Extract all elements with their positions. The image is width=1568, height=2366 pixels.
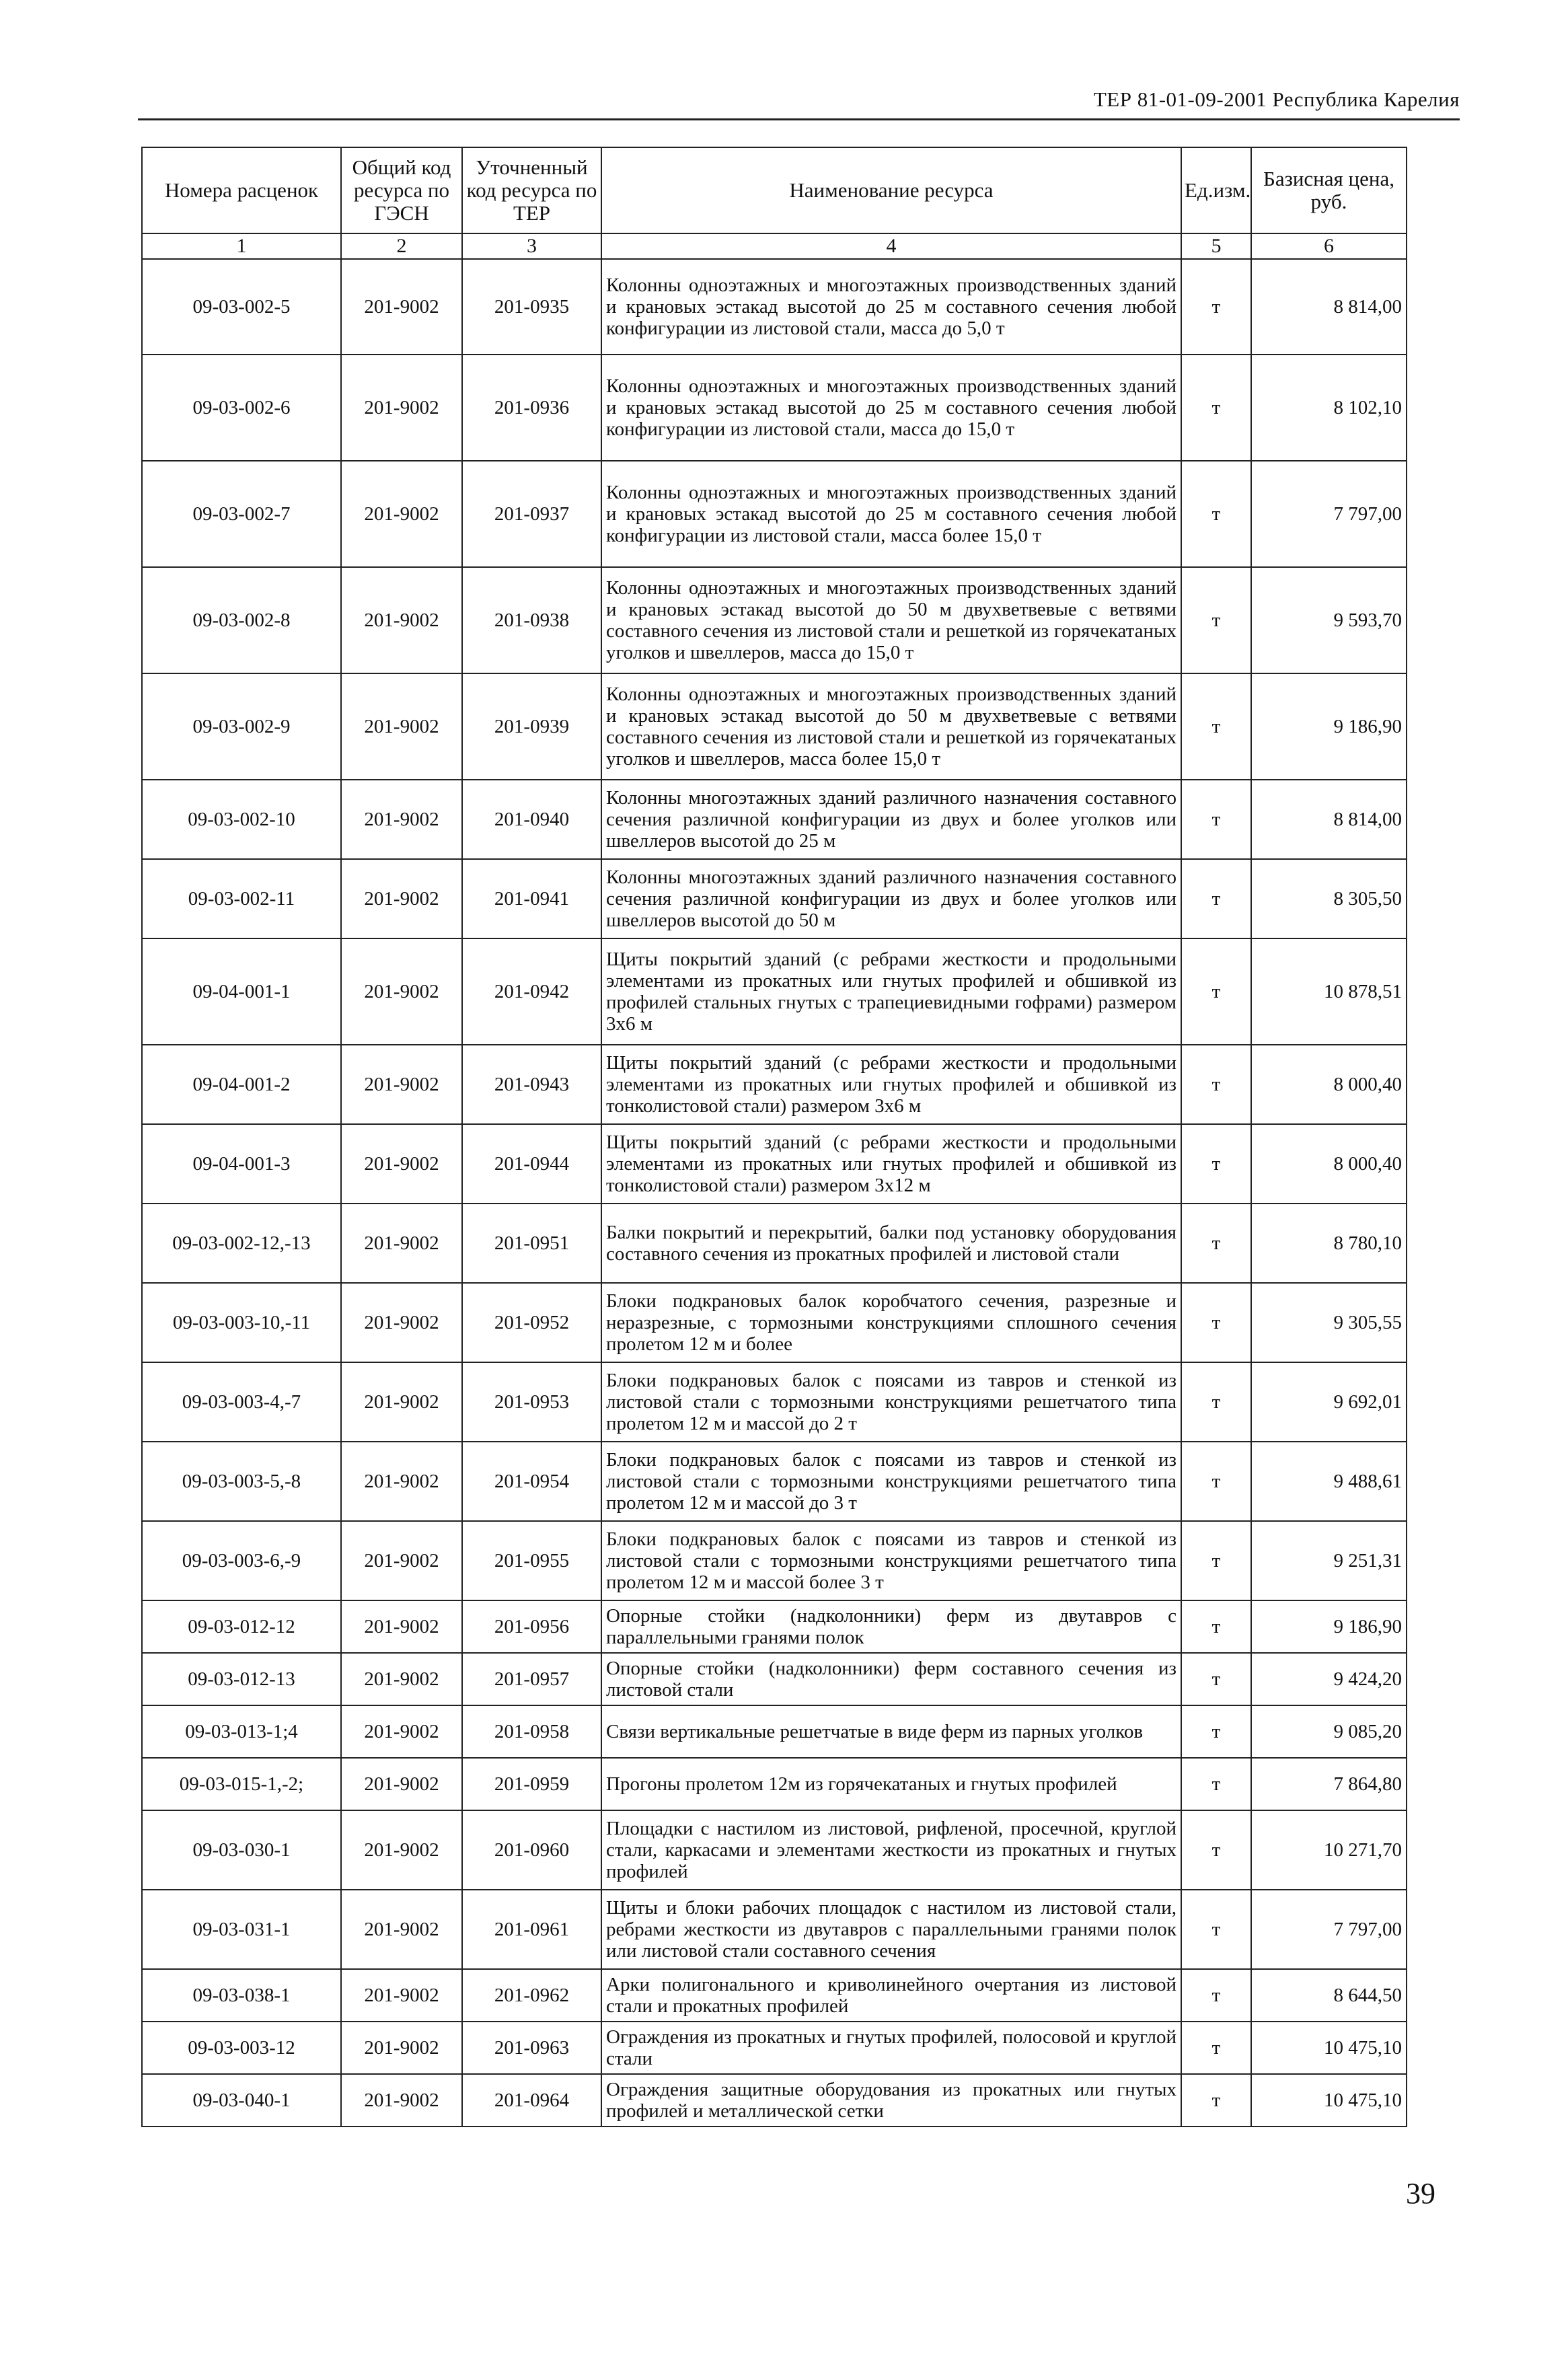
- resource-name: Ограждения из прокатных и гнутых профилей, полосовой и круглой стали: [601, 2022, 1181, 2074]
- gesn-code: 201-9002: [341, 1521, 462, 1600]
- col-number: 1: [142, 233, 341, 259]
- unit: т: [1181, 1969, 1251, 2022]
- resource-name: Площадки с настилом из листовой, рифленой, просечной, круглой стали, каркасами и элементами жесткости из прокатных и гнутых профилей: [601, 1810, 1181, 1890]
- table-row: [142, 673, 1407, 780]
- ter-code: 201-0937: [462, 461, 601, 567]
- unit: т: [1181, 1653, 1251, 1705]
- table-row: [142, 1810, 1407, 1890]
- unit: т: [1181, 1521, 1251, 1600]
- gesn-code: 201-9002: [341, 938, 462, 1045]
- ter-code: 201-0943: [462, 1045, 601, 1124]
- gesn-code: 201-9002: [341, 2074, 462, 2127]
- rate-number: 09-03-003-4,-7: [142, 1362, 341, 1442]
- ter-code: 201-0958: [462, 1705, 601, 1758]
- rate-number: 09-03-002-10: [142, 780, 341, 859]
- gesn-code: 201-9002: [341, 1204, 462, 1283]
- gesn-code: 201-9002: [341, 2022, 462, 2074]
- base-price: 9 186,90: [1251, 673, 1407, 780]
- table-row: [142, 259, 1407, 355]
- ter-code: 201-0941: [462, 859, 601, 938]
- gesn-code: 201-9002: [341, 1283, 462, 1362]
- page-number: 39: [1406, 2177, 1435, 2210]
- base-price: 10 878,51: [1251, 938, 1407, 1045]
- table-row: [142, 461, 1407, 567]
- gesn-code: 201-9002: [341, 673, 462, 780]
- ter-code: 201-0956: [462, 1600, 601, 1653]
- col-header: Базисная цена, руб.: [1251, 147, 1407, 233]
- base-price: 8 780,10: [1251, 1204, 1407, 1283]
- table-row: [142, 1705, 1407, 1758]
- col-header: Ед.изм.: [1181, 147, 1251, 233]
- base-price: 8 000,40: [1251, 1124, 1407, 1204]
- rate-number: 09-03-030-1: [142, 1810, 341, 1890]
- base-price: 10 271,70: [1251, 1810, 1407, 1890]
- running-header: ТЕР 81-01-09-2001 Республика Карелия: [1093, 87, 1460, 111]
- unit: т: [1181, 355, 1251, 461]
- rate-number: 09-04-001-2: [142, 1045, 341, 1124]
- table-row: [142, 1521, 1407, 1600]
- resource-table: [141, 147, 1407, 2127]
- gesn-code: 201-9002: [341, 780, 462, 859]
- unit: т: [1181, 1362, 1251, 1442]
- unit: т: [1181, 461, 1251, 567]
- ter-code: 201-0939: [462, 673, 601, 780]
- base-price: 9 488,61: [1251, 1442, 1407, 1521]
- resource-name: Балки покрытий и перекрытий, балки под установку оборудования составного сечения из прокатных профилей и листовой стали: [601, 1204, 1181, 1283]
- gesn-code: 201-9002: [341, 1705, 462, 1758]
- table-header-row: [142, 147, 1407, 233]
- base-price: 8 644,50: [1251, 1969, 1407, 2022]
- resource-name: Щиты покрытий зданий (с ребрами жесткости и продольными элементами из прокатных или гнутых профилей и обшивкой из профилей стальных гнутых с трапециевидными гофрами) размером 3х6 м: [601, 938, 1181, 1045]
- rate-number: 09-03-002-6: [142, 355, 341, 461]
- col-number: 5: [1181, 233, 1251, 259]
- col-header: Уточненный код ресурса по ТЕР: [462, 147, 601, 233]
- table-row: [142, 1045, 1407, 1124]
- resource-name: Щиты и блоки рабочих площадок с настилом из листовой стали, ребрами жесткости из двутавров с параллельными гранями полок или листовой стали составного сечения: [601, 1890, 1181, 1969]
- gesn-code: 201-9002: [341, 1890, 462, 1969]
- ter-code: 201-0951: [462, 1204, 601, 1283]
- resource-name: Опорные стойки (надколонники) ферм из двутавров с параллельными гранями полок: [601, 1600, 1181, 1653]
- rate-number: 09-03-015-1,-2;: [142, 1758, 341, 1810]
- table-row: [142, 1653, 1407, 1705]
- base-price: 7 864,80: [1251, 1758, 1407, 1810]
- unit: т: [1181, 938, 1251, 1045]
- gesn-code: 201-9002: [341, 1124, 462, 1204]
- table-row: [142, 1442, 1407, 1521]
- table-row: [142, 1969, 1407, 2022]
- table-row: [142, 859, 1407, 938]
- gesn-code: 201-9002: [341, 859, 462, 938]
- resource-name: Колонны одноэтажных и многоэтажных производственных зданий и крановых эстакад высотой до 25 м составного сечения любой конфигурации из листовой стали, масса до 15,0 т: [601, 355, 1181, 461]
- resource-name: Блоки подкрановых балок с поясами из тавров и стенкой из листовой стали с тормозными конструкциями решетчатого типа пролетом 12 м и массой до 2 т: [601, 1362, 1181, 1442]
- rate-number: 09-03-040-1: [142, 2074, 341, 2127]
- base-price: 8 102,10: [1251, 355, 1407, 461]
- col-header: Общий код ресурса по ГЭСН: [341, 147, 462, 233]
- base-price: 9 251,31: [1251, 1521, 1407, 1600]
- ter-code: 201-0961: [462, 1890, 601, 1969]
- rate-number: 09-03-002-5: [142, 259, 341, 355]
- unit: т: [1181, 1442, 1251, 1521]
- table-row: [142, 1600, 1407, 1653]
- rate-number: 09-03-012-12: [142, 1600, 341, 1653]
- unit: т: [1181, 1600, 1251, 1653]
- ter-code: 201-0960: [462, 1810, 601, 1890]
- column-number-row: [142, 233, 1407, 259]
- unit: т: [1181, 1283, 1251, 1362]
- unit: т: [1181, 1705, 1251, 1758]
- table-row: [142, 938, 1407, 1045]
- ter-code: 201-0954: [462, 1442, 601, 1521]
- resource-name: Опорные стойки (надколонники) ферм составного сечения из листовой стали: [601, 1653, 1181, 1705]
- table-row: [142, 780, 1407, 859]
- base-price: 10 475,10: [1251, 2022, 1407, 2074]
- unit: т: [1181, 1204, 1251, 1283]
- unit: т: [1181, 259, 1251, 355]
- ter-code: 201-0962: [462, 1969, 601, 2022]
- ter-code: 201-0955: [462, 1521, 601, 1600]
- table-row: [142, 567, 1407, 673]
- rate-number: 09-03-012-13: [142, 1653, 341, 1705]
- ter-code: 201-0964: [462, 2074, 601, 2127]
- unit: т: [1181, 1810, 1251, 1890]
- gesn-code: 201-9002: [341, 355, 462, 461]
- unit: т: [1181, 567, 1251, 673]
- table-row: [142, 1890, 1407, 1969]
- col-header: Номера расценок: [142, 147, 341, 233]
- base-price: 9 424,20: [1251, 1653, 1407, 1705]
- col-number: 6: [1251, 233, 1407, 259]
- base-price: 9 186,90: [1251, 1600, 1407, 1653]
- col-number: 4: [601, 233, 1181, 259]
- resource-name: Колонны одноэтажных и многоэтажных производственных зданий и крановых эстакад высотой до 25 м составного сечения любой конфигурации из листовой стали, масса до 5,0 т: [601, 259, 1181, 355]
- rate-number: 09-04-001-3: [142, 1124, 341, 1204]
- rate-number: 09-03-002-12,-13: [142, 1204, 341, 1283]
- col-header: Наименование ресурса: [601, 147, 1181, 233]
- resource-name: Арки полигонального и криволинейного очертания из листовой стали и прокатных профилей: [601, 1969, 1181, 2022]
- unit: т: [1181, 1045, 1251, 1124]
- ter-code: 201-0953: [462, 1362, 601, 1442]
- ter-code: 201-0938: [462, 567, 601, 673]
- table-row: [142, 2022, 1407, 2074]
- resource-name: Колонны одноэтажных и многоэтажных производственных зданий и крановых эстакад высотой до 25 м составного сечения любой конфигурации из листовой стали, масса более 15,0 т: [601, 461, 1181, 567]
- gesn-code: 201-9002: [341, 259, 462, 355]
- resource-name: Ограждения защитные оборудования из прокатных или гнутых профилей и металлической сетки: [601, 2074, 1181, 2127]
- ter-code: 201-0940: [462, 780, 601, 859]
- gesn-code: 201-9002: [341, 567, 462, 673]
- base-price: 7 797,00: [1251, 1890, 1407, 1969]
- resource-name: Щиты покрытий зданий (с ребрами жесткости и продольными элементами из прокатных или гнутых профилей и обшивкой из тонколистовой стали) размером 3х6 м: [601, 1045, 1181, 1124]
- rate-number: 09-03-002-11: [142, 859, 341, 938]
- gesn-code: 201-9002: [341, 1045, 462, 1124]
- unit: т: [1181, 2022, 1251, 2074]
- col-number: 2: [341, 233, 462, 259]
- col-number: 3: [462, 233, 601, 259]
- rate-number: 09-04-001-1: [142, 938, 341, 1045]
- gesn-code: 201-9002: [341, 1653, 462, 1705]
- ter-code: 201-0952: [462, 1283, 601, 1362]
- table-row: [142, 1758, 1407, 1810]
- table-row: [142, 1362, 1407, 1442]
- base-price: 9 593,70: [1251, 567, 1407, 673]
- base-price: 9 085,20: [1251, 1705, 1407, 1758]
- gesn-code: 201-9002: [341, 1442, 462, 1521]
- resource-name: Щиты покрытий зданий (с ребрами жесткости и продольными элементами из прокатных или гнутых профилей и обшивкой из тонколистовой стали) размером 3х12 м: [601, 1124, 1181, 1204]
- ter-code: 201-0944: [462, 1124, 601, 1204]
- unit: т: [1181, 859, 1251, 938]
- base-price: 7 797,00: [1251, 461, 1407, 567]
- base-price: 9 305,55: [1251, 1283, 1407, 1362]
- resource-name: Колонны одноэтажных и многоэтажных производственных зданий и крановых эстакад высотой до 50 м двухветвевые с ветвями составного сечения из листовой стали и решеткой из горячекатаных уголков и швеллеров, масса до 15,0 т: [601, 567, 1181, 673]
- unit: т: [1181, 780, 1251, 859]
- base-price: 9 692,01: [1251, 1362, 1407, 1442]
- table-row: [142, 355, 1407, 461]
- resource-name: Колонны многоэтажных зданий различного назначения составного сечения различной конфигурации из двух и более уголков или швеллеров высотой до 50 м: [601, 859, 1181, 938]
- table-body: [142, 259, 1407, 2127]
- resource-name: Колонны одноэтажных и многоэтажных производственных зданий и крановых эстакад высотой до 50 м двухветвевые с ветвями составного сечения из листовой стали и решеткой из горячекатаных уголков и швеллеров, масса более 15,0 т: [601, 673, 1181, 780]
- unit: т: [1181, 2074, 1251, 2127]
- gesn-code: 201-9002: [341, 461, 462, 567]
- gesn-code: 201-9002: [341, 1600, 462, 1653]
- gesn-code: 201-9002: [341, 1969, 462, 2022]
- ter-code: 201-0942: [462, 938, 601, 1045]
- base-price: 8 305,50: [1251, 859, 1407, 938]
- gesn-code: 201-9002: [341, 1362, 462, 1442]
- rate-number: 09-03-031-1: [142, 1890, 341, 1969]
- resource-name: Колонны многоэтажных зданий различного назначения составного сечения различной конфигурации из двух и более уголков или швеллеров высотой до 25 м: [601, 780, 1181, 859]
- table-row: [142, 1204, 1407, 1283]
- base-price: 8 814,00: [1251, 780, 1407, 859]
- rate-number: 09-03-003-10,-11: [142, 1283, 341, 1362]
- resource-name: Прогоны пролетом 12м из горячекатаных и гнутых профилей: [601, 1758, 1181, 1810]
- rate-number: 09-03-038-1: [142, 1969, 341, 2022]
- gesn-code: 201-9002: [341, 1810, 462, 1890]
- base-price: 8 000,40: [1251, 1045, 1407, 1124]
- resource-name: Блоки подкрановых балок с поясами из тавров и стенкой из листовой стали с тормозными конструкциями решетчатого типа пролетом 12 м и массой более 3 т: [601, 1521, 1181, 1600]
- rate-number: 09-03-003-12: [142, 2022, 341, 2074]
- rate-number: 09-03-013-1;4: [142, 1705, 341, 1758]
- rate-number: 09-03-002-8: [142, 567, 341, 673]
- resource-name: Блоки подкрановых балок с поясами из тавров и стенкой из листовой стали с тормозными конструкциями решетчатого типа пролетом 12 м и массой до 3 т: [601, 1442, 1181, 1521]
- base-price: 10 475,10: [1251, 2074, 1407, 2127]
- unit: т: [1181, 1890, 1251, 1969]
- table-row: [142, 1283, 1407, 1362]
- unit: т: [1181, 1758, 1251, 1810]
- ter-code: 201-0935: [462, 259, 601, 355]
- header-rule: [138, 118, 1460, 120]
- rate-number: 09-03-003-5,-8: [142, 1442, 341, 1521]
- rate-number: 09-03-002-9: [142, 673, 341, 780]
- table-row: [142, 2074, 1407, 2127]
- gesn-code: 201-9002: [341, 1758, 462, 1810]
- ter-code: 201-0957: [462, 1653, 601, 1705]
- rate-number: 09-03-002-7: [142, 461, 341, 567]
- unit: т: [1181, 673, 1251, 780]
- ter-code: 201-0936: [462, 355, 601, 461]
- rate-number: 09-03-003-6,-9: [142, 1521, 341, 1600]
- resource-name: Связи вертикальные решетчатые в виде ферм из парных уголков: [601, 1705, 1181, 1758]
- ter-code: 201-0959: [462, 1758, 601, 1810]
- ter-code: 201-0963: [462, 2022, 601, 2074]
- table-row: [142, 1124, 1407, 1204]
- resource-name: Блоки подкрановых балок коробчатого сечения, разрезные и неразрезные, с тормозными конструкциями сплошного сечения пролетом 12 м и более: [601, 1283, 1181, 1362]
- base-price: 8 814,00: [1251, 259, 1407, 355]
- unit: т: [1181, 1124, 1251, 1204]
